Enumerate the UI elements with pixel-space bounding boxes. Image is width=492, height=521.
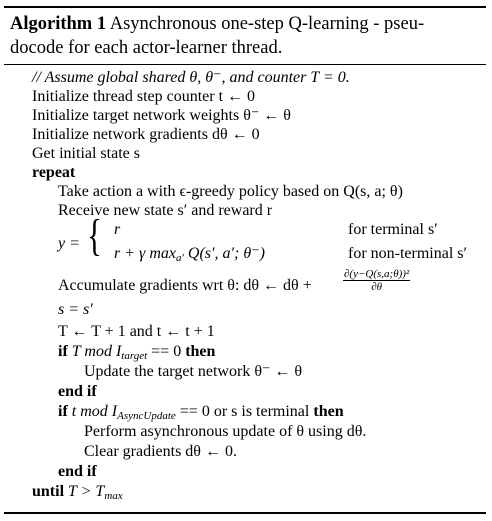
algorithm-label: Algorithm 1 [10,14,107,34]
case-nonterminal-expr: r + γ maxa′ Q(s′, a′; θ⁻) [114,245,265,264]
if-async-line: if t mod IAsyncUpdate == 0 or s is terminal then [58,403,344,422]
init-gradients: Initialize network gradients dθ ← 0 [32,126,260,143]
repeat-keyword: repeat [32,164,76,181]
if-target-line: if T mod Itarget == 0 then [58,343,216,362]
case-nonterminal-cond: for non-terminal s′ [348,245,468,262]
end-if-2: end if [58,463,97,480]
algorithm-box [4,6,486,514]
top-rule [4,6,486,8]
get-initial-state: Get initial state s [32,145,140,162]
until-line: until T > Tmax [32,483,123,502]
algorithm-title [10,12,480,60]
clear-gradients-line: Clear gradients dθ ← 0. [84,443,237,460]
counter-update-line: T ← T + 1 and t ← t + 1 [58,323,215,340]
async-update-line: Perform asynchronous update of θ using dθ. [84,423,367,440]
gradient-fraction: $\frac{\text{∂(y−Q(s,a;θ))²}}{\partial\theta}$ [344,268,410,293]
algorithm-title-text-2: docode for each actor-learner thread. [10,38,283,58]
bottom-rule [4,512,486,514]
comment-line: // Assume global shared θ, θ⁻, and counter T = 0. [32,69,350,86]
end-if-1: end if [58,383,97,400]
algorithm-title-text: Asynchronous one-step Q-learning - pseu- [109,14,425,34]
y-assignment: y = [58,235,80,252]
take-action-line: Take action a with ϵ-greedy policy based on Q(s, a; θ) [58,183,403,200]
cases-brace: { [87,211,102,260]
init-step-counter: Initialize thread step counter t ← 0 [32,88,256,105]
receive-state-line: Receive new state s′ and reward r [58,202,273,219]
update-target-network-line: Update the target network θ⁻ ← θ [84,363,303,380]
accumulate-gradients-line: Accumulate gradients wrt θ: dθ ← dθ + [58,277,312,294]
init-target-weights: Initialize target network weights θ⁻ ← θ [32,107,291,124]
state-update-line: s = s′ [58,301,93,318]
case-terminal-cond: for terminal s′ [348,221,438,238]
case-terminal-expr: r [114,221,121,238]
title-rule [4,64,486,65]
